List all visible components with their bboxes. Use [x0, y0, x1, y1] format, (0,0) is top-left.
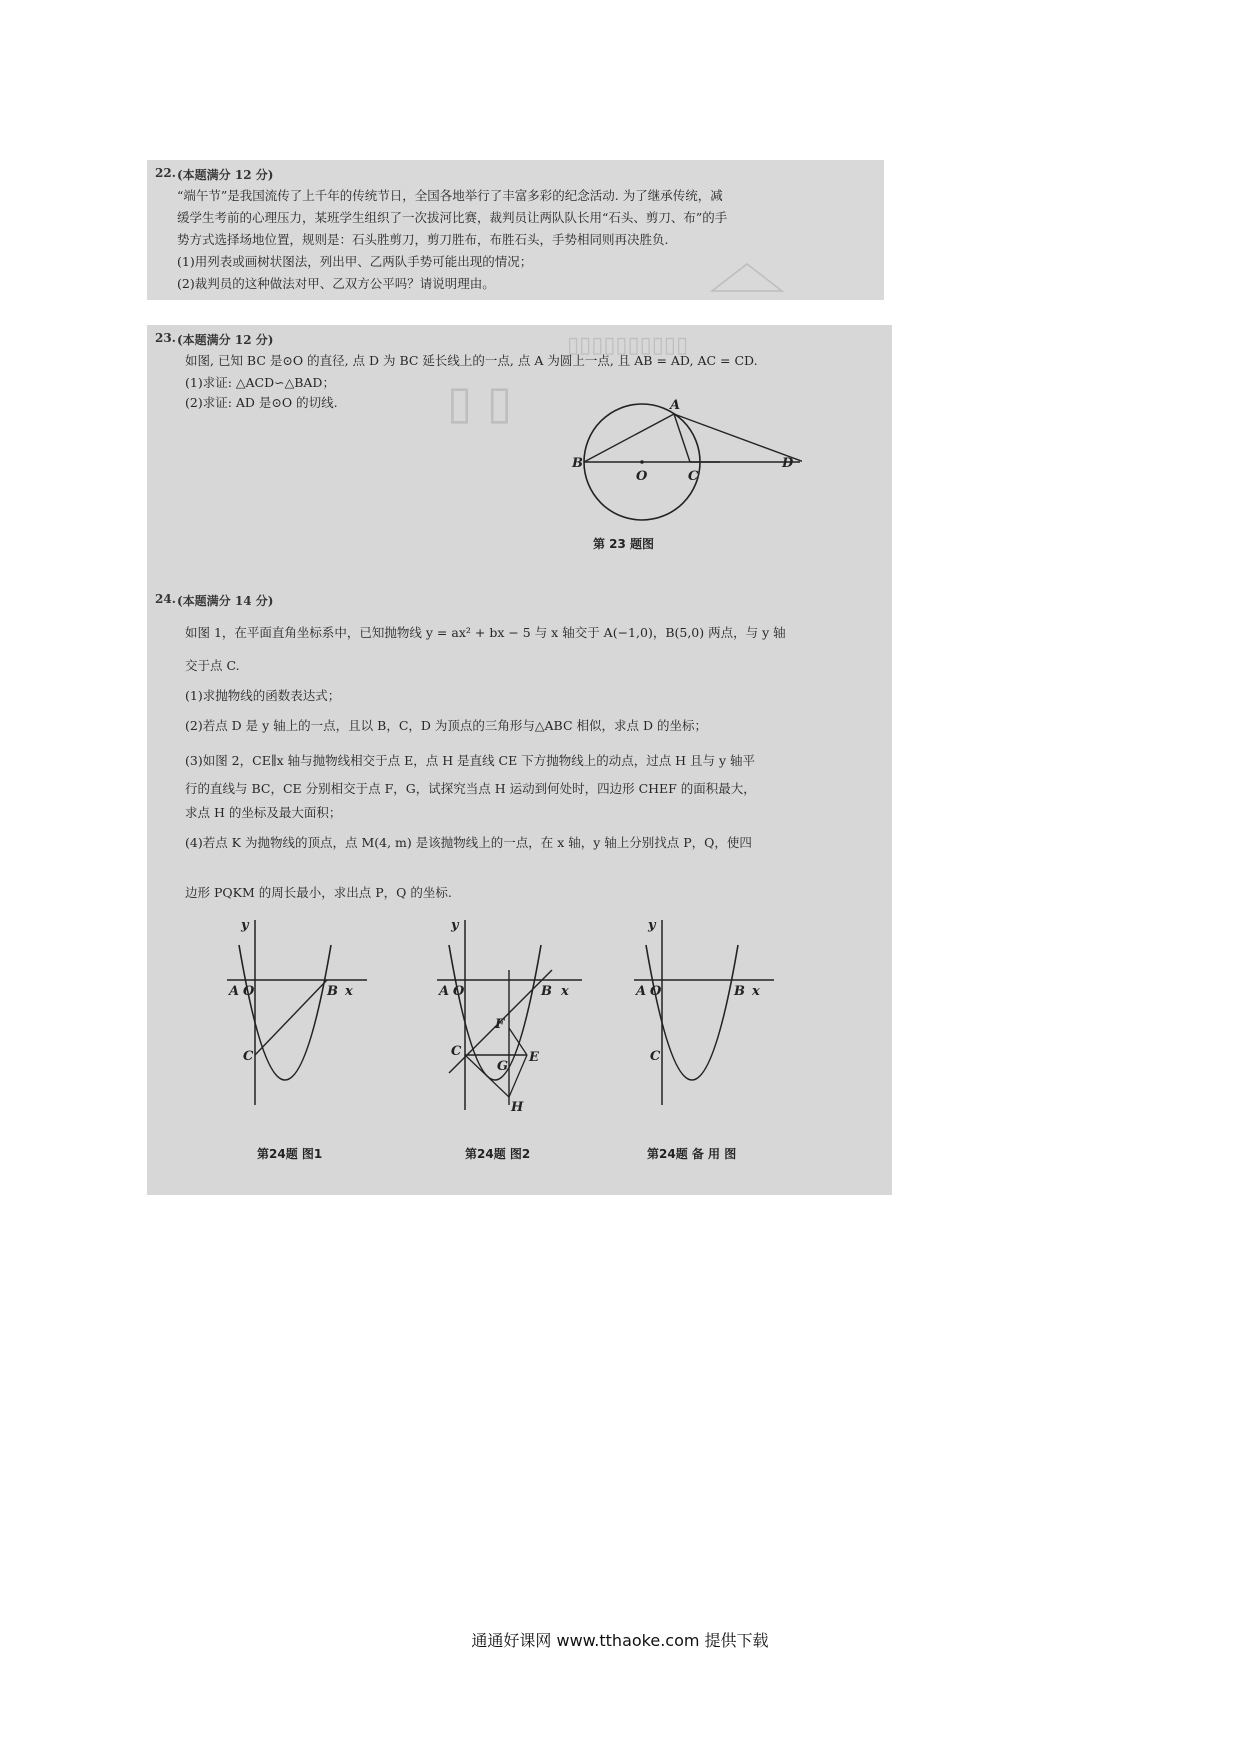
q22-line-3: 势方式选择场地位置，规则是：石头胜剪刀，剪刀胜布，布胜石头，手势相同则再决胜负.: [177, 232, 669, 247]
q24-caption-1: 第24题 图1: [257, 1147, 323, 1161]
q24-number: 24.: [155, 592, 176, 606]
q24-figure-1: [227, 915, 387, 1105]
q24-caption-backup: 第24题 备 用 图: [647, 1147, 737, 1161]
label-d: D: [782, 456, 794, 471]
label-f: F: [495, 1017, 505, 1032]
label-a: A: [670, 398, 681, 413]
label-g: G: [497, 1059, 509, 1074]
label-o: O: [650, 984, 662, 999]
label-a: A: [439, 984, 450, 999]
q22-number: 22.: [155, 166, 176, 180]
q23-line-3: (2)求证: AD 是⊙O 的切线.: [185, 395, 338, 410]
point-o: [640, 460, 644, 464]
questions-23-24-scan: [147, 325, 892, 1195]
label-y: y: [648, 918, 656, 933]
label-y: y: [451, 918, 459, 933]
bleed-through-text: ▯▯▯▯▯▯▯▯▯▯: [567, 333, 689, 358]
label-a: A: [229, 984, 240, 999]
label-e: E: [529, 1050, 539, 1065]
label-o: O: [243, 984, 255, 999]
label-c: C: [451, 1044, 462, 1059]
q24-line-1: 如图 1，在平面直角坐标系中，已知抛物线 y = ax² + bx − 5 与 x 轴交于 A(−1,0)，B(5,0) 两点，与 y 轴: [185, 625, 786, 640]
q22-header: (本题满分 12 分): [177, 168, 274, 182]
bleed-through-title: ▯ ▯: [447, 375, 513, 429]
label-x: x: [752, 984, 760, 999]
segment-ad: [674, 414, 802, 462]
q24-line-3: (1)求抛物线的函数表达式；: [185, 688, 341, 703]
q23-number: 23.: [155, 331, 176, 345]
q24-line-5: (3)如图 2，CE∥x 轴与抛物线相交于点 E，点 H 是直线 CE 下方抛物线上的动点，过点 H 且与 y 轴平: [185, 753, 756, 768]
q24-header: (本题满分 14 分): [177, 594, 274, 608]
segment-ac: [674, 414, 690, 462]
q24-caption-2: 第24题 图2: [465, 1147, 531, 1161]
bleed-through-mark: [707, 256, 787, 296]
label-b: B: [572, 456, 583, 471]
q24-line-6: 行的直线与 BC，CE 分别相交于点 F，G，试探究当点 H 运动到何处时，四边形 CHEF 的面积最大，: [185, 781, 756, 796]
segment-ab: [584, 414, 674, 462]
label-y: y: [241, 918, 249, 933]
q22-line-4: (1)用列表或画树状图法，列出甲、乙两队手势可能出现的情况；: [177, 254, 533, 269]
q23-figure-caption: 第 23 题图: [593, 537, 655, 551]
label-b: B: [734, 984, 745, 999]
q24-figure-2: [437, 915, 612, 1115]
label-a: A: [636, 984, 647, 999]
label-c: C: [688, 469, 699, 484]
q24-line-7: 求点 H 的坐标及最大面积；: [185, 805, 342, 820]
label-o: O: [636, 469, 648, 484]
q24-line-4: (2)若点 D 是 y 轴上的一点，且以 B，C，D 为顶点的三角形与△ABC 相似，求点 D 的坐标；: [185, 718, 707, 733]
label-c: C: [650, 1049, 661, 1064]
question-22-scan: [147, 160, 884, 300]
label-b: B: [327, 984, 338, 999]
label-o: O: [453, 984, 465, 999]
q23-circle-figure: [542, 395, 802, 540]
label-b: B: [541, 984, 552, 999]
q22-line-2: 缓学生考前的心理压力，某班学生组织了一次拔河比赛，裁判员让两队队长用“石头、剪刀、布”的手: [177, 210, 728, 225]
q24-line-2: 交于点 C.: [185, 658, 240, 673]
q22-line-1: “端午节”是我国流传了上千年的传统节日，全国各地举行了丰富多彩的纪念活动. 为了继承传统，减: [177, 188, 723, 203]
footer-source: 通通好课网 www.tthaoke.com 提供下载: [471, 1631, 769, 1650]
q23-line-2: (1)求证: △ACD∽△BAD；: [185, 375, 335, 390]
q24-line-9: 边形 PQKM 的周长最小，求出点 P，Q 的坐标.: [185, 885, 452, 900]
label-h: H: [511, 1100, 524, 1115]
q24-line-8: (4)若点 K 为抛物线的顶点，点 M(4, m) 是该抛物线上的一点，在 x 轴，y 轴上分别找点 P，Q，使四: [185, 835, 752, 850]
q23-header: (本题满分 12 分): [177, 333, 274, 347]
q24-backup-figure: [634, 915, 794, 1105]
label-c: C: [243, 1049, 254, 1064]
segment-fe: [509, 1028, 527, 1055]
label-x: x: [345, 984, 353, 999]
q22-line-5: (2)裁判员的这种做法对甲、乙双方公平吗？请说明理由。: [177, 276, 495, 291]
q23-line-1: 如图, 已知 BC 是⊙O 的直径, 点 D 为 BC 延长线上的一点, 点 A 为圆上一点, 且 AB = AD, AC = CD.: [185, 353, 758, 368]
label-x: x: [561, 984, 569, 999]
